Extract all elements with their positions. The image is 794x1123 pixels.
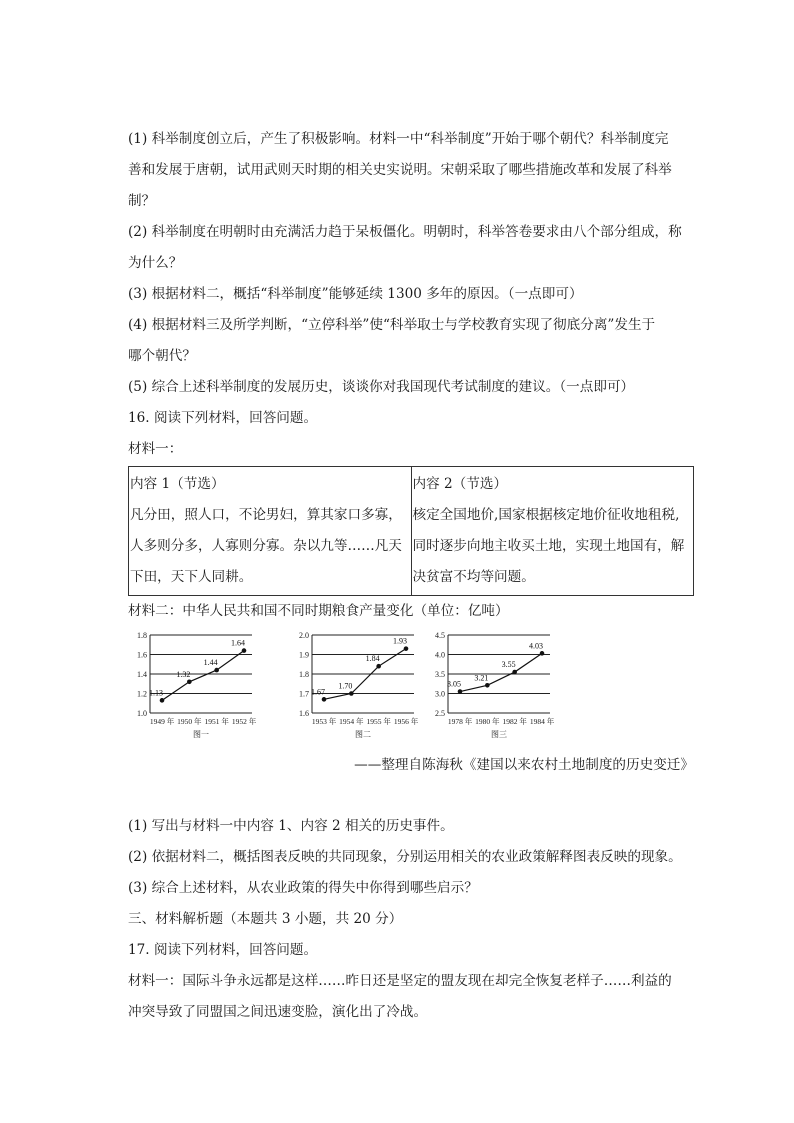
q15-line: (2) 科举制度在明朝时由充满活力趋于呆板僵化。明朝时，科举答卷要求由八个部分组成，称: [128, 224, 682, 240]
content1-header: 内容 1（节选）: [130, 476, 225, 492]
y-tick-label: 4.0: [435, 650, 445, 660]
y-tick-label: 1.6: [299, 709, 309, 718]
y-tick-label: 1.0: [137, 709, 147, 718]
y-tick-label: 1.4: [137, 670, 147, 679]
q17-material1-line: 冲突导致了同盟国之间迅速变脸，演化出了冷战。: [128, 1004, 428, 1020]
table-cell-content2: [411, 467, 694, 596]
line-chart-2: [290, 629, 440, 747]
data-point: [540, 651, 545, 656]
content2-line: 决贫富不均等问题。: [412, 569, 535, 585]
data-label: 1.84: [365, 654, 380, 664]
q15-line: 善和发展于唐朝，试用武则天时期的相关史实说明。宋朝采取了哪些措施改革和发展了科举: [128, 162, 672, 178]
content1-line: 凡分田，照人口，不论男妇，算其家口多寡，: [130, 507, 402, 523]
x-tick-label: 1953 年: [311, 717, 337, 726]
y-tick-label: 1.2: [137, 689, 147, 699]
q16-material1-label: 材料一：: [128, 441, 183, 457]
grain-output-charts: [128, 629, 694, 747]
q16-question: (1) 写出与材料一中内容 1、内容 2 相关的历史事件。: [128, 818, 454, 834]
line-chart-3: [426, 629, 576, 747]
q16-source: ——整理自陈海秋《建国以来农村土地制度的历史变迁》: [354, 757, 694, 773]
y-tick-label: 1.7: [299, 689, 309, 699]
data-label: 3.55: [501, 660, 516, 670]
y-tick-label: 1.9: [299, 650, 309, 660]
y-tick-label: 3.5: [435, 670, 445, 679]
q16-material2-label: 材料二：中华人民共和国不同时期粮食产量变化（单位：亿吨）: [128, 603, 509, 619]
chart-caption: 图一: [193, 730, 209, 739]
x-tick-label: 1954 年: [339, 717, 364, 726]
q15-line: 制？: [128, 193, 156, 209]
q15-line: (4) 根据材料三及所学判断，“立停科举”使“科举取士与学校教育实现了彻底分离”发生于: [128, 317, 656, 333]
q15-line: 哪个朝代？: [128, 348, 196, 364]
content2-line: 核定全国地价,国家根据核定地价征收地租税,: [412, 507, 680, 523]
data-label: 3.21: [474, 673, 489, 683]
q15-line: (1) 科举制度创立后，产生了积极影响。材料一中“科举制度”开始于哪个朝代？科举制度完: [128, 131, 669, 147]
data-point: [458, 689, 463, 694]
data-label: 1.70: [338, 681, 353, 691]
x-tick-label: 1980 年: [475, 717, 500, 726]
chart-caption: 图二: [355, 730, 371, 739]
chart-caption: 图三: [491, 730, 507, 739]
data-point: [160, 698, 165, 703]
y-tick-label: 3.0: [435, 689, 445, 699]
x-tick-label: 1951 年: [204, 717, 229, 726]
data-point: [214, 668, 219, 673]
line-chart-1: [128, 629, 278, 747]
data-label: 1.64: [231, 638, 245, 648]
y-tick-label: 4.5: [435, 631, 445, 640]
q15-line: (5) 综合上述科举制度的发展历史，谈谈你对我国现代考试制度的建议。（一点即可）: [128, 379, 635, 395]
data-label: 3.05: [447, 679, 461, 689]
data-point: [242, 648, 247, 653]
y-tick-label: 1.8: [137, 631, 147, 640]
content1-line: 人多则分多，人寡则分寡。杂以九等……凡天: [130, 538, 402, 554]
y-tick-label: 2.5: [435, 709, 445, 718]
data-point: [376, 664, 381, 669]
q15-subquestions: [128, 124, 694, 403]
page-content: [128, 124, 694, 1028]
y-tick-label: 1.6: [137, 650, 147, 660]
data-label: 1.44: [203, 658, 218, 668]
y-tick-label: 2.0: [299, 631, 309, 640]
data-point: [349, 691, 354, 696]
x-tick-label: 1952 年: [231, 717, 257, 726]
x-tick-label: 1984 年: [529, 717, 555, 726]
q15-line: 为什么？: [128, 255, 183, 271]
content1-line: 下田，天下人同耕。: [130, 569, 253, 585]
q16-title: 16. 阅读下列材料，回答问题。: [128, 410, 318, 426]
q15-line: (3) 根据材料二，概括“科举制度”能够延续 1300 多年的原因。（一点即可）: [128, 286, 583, 302]
data-point: [485, 683, 490, 688]
content2-header: 内容 2（节选）: [412, 476, 508, 492]
data-label: 1.13: [149, 688, 163, 698]
x-tick-label: 1956 年: [393, 717, 419, 726]
q16-material1-table: [128, 466, 694, 596]
x-tick-label: 1949 年: [149, 717, 175, 726]
content2-line: 同时逐步向地主收买土地，实现土地国有，解: [412, 538, 685, 554]
section-three-heading: 三、材料解析题（本题共 3 小题，共 20 分）: [128, 911, 403, 927]
table-cell-content1: [129, 467, 412, 596]
x-tick-label: 1982 年: [502, 717, 527, 726]
data-label: 1.32: [176, 669, 191, 679]
y-tick-label: 1.8: [299, 670, 309, 679]
x-tick-label: 1955 年: [366, 717, 391, 726]
data-point: [512, 670, 517, 675]
q17-title: 17. 阅读下列材料，回答问题。: [128, 942, 318, 958]
q16-question: (3) 综合上述材料，从农业政策的得失中你得到哪些启示？: [128, 880, 478, 896]
data-point: [322, 697, 327, 702]
data-point: [404, 646, 409, 651]
data-point: [187, 680, 192, 685]
q16-question: (2) 依据材料二，概括图表反映的共同现象，分别运用相关的农业政策解释图表反映的现象。: [128, 849, 682, 865]
data-label: 4.03: [529, 641, 543, 651]
q17-material1-line: 材料一：国际斗争永远都是这样……昨日还是坚定的盟友现在却完全恢复老样子……利益的: [128, 973, 672, 989]
data-label: 1.67: [311, 687, 325, 697]
x-tick-label: 1950 年: [177, 717, 202, 726]
x-tick-label: 1978 年: [447, 717, 473, 726]
data-label: 1.93: [393, 636, 407, 646]
